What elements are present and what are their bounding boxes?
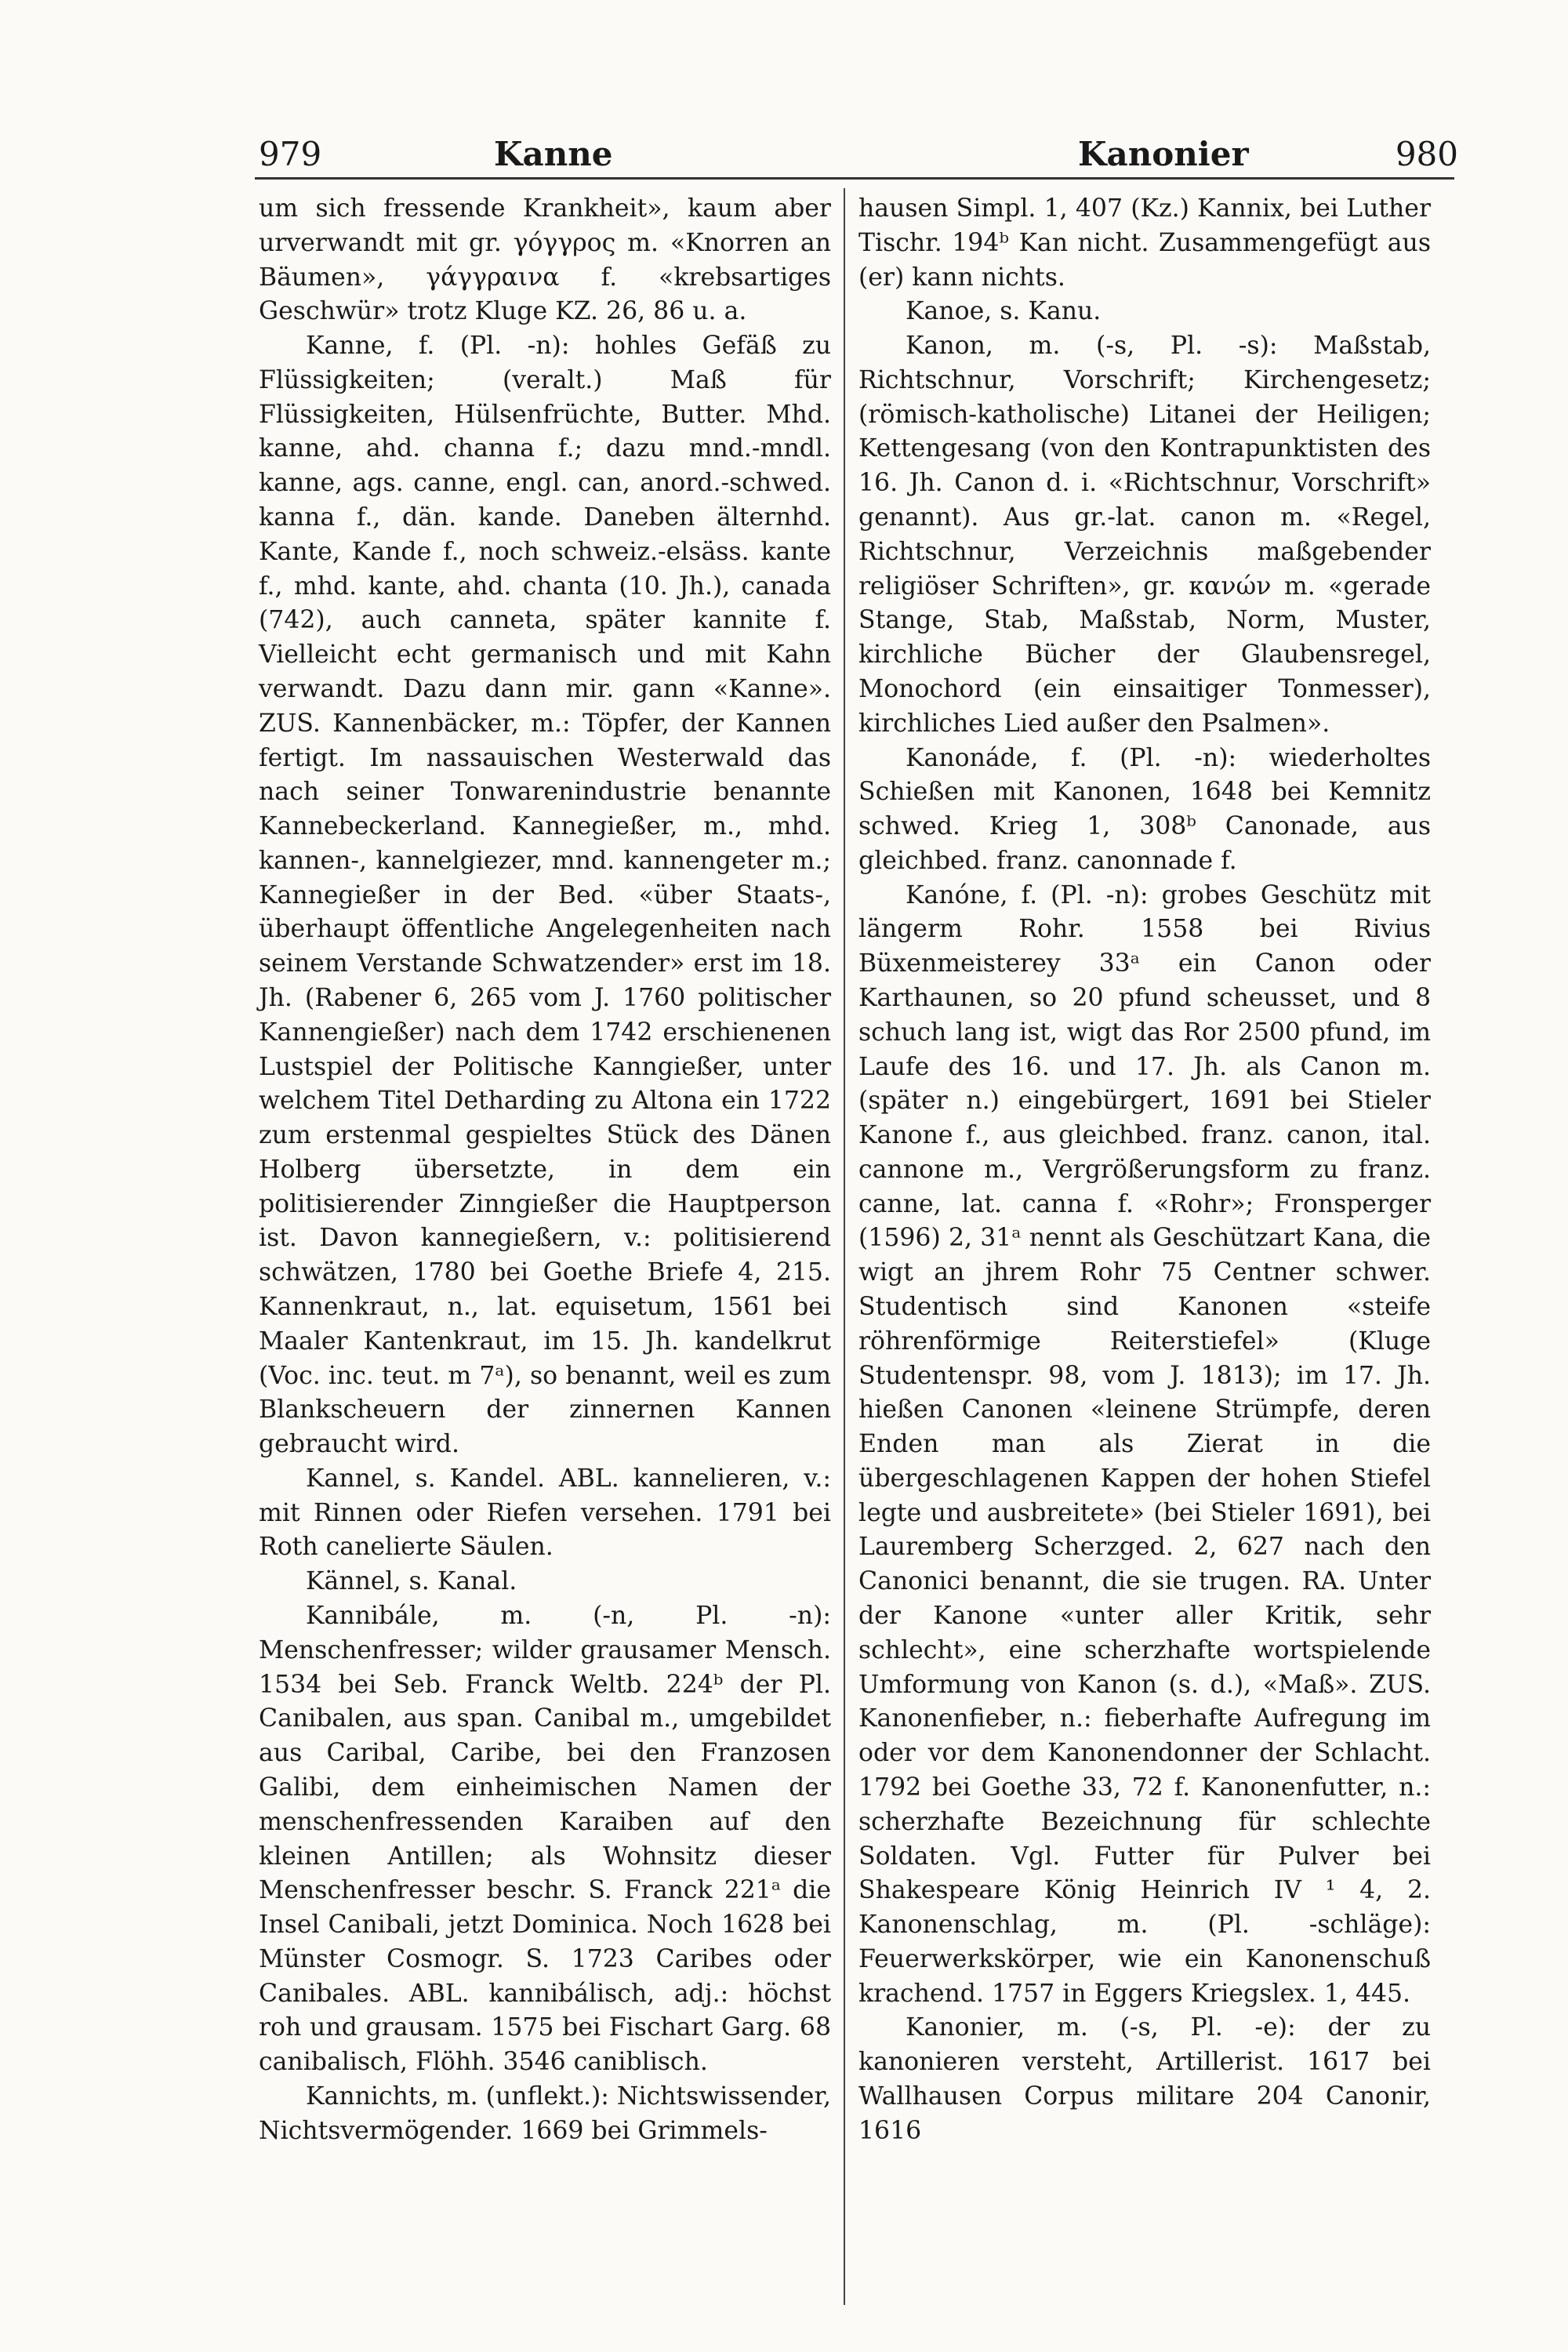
entry-kannel: Kannel, s. Kandel. ABL. kannelieren, v.: mit Rinnen oder Riefen versehen. 1791 bei Roth canelierte Säulen. bbox=[259, 1464, 831, 1562]
catchword-left: Kanne bbox=[494, 135, 613, 173]
header-rule bbox=[255, 177, 1454, 180]
right-column bbox=[858, 192, 1431, 2149]
entry-continuation-right: hausen Simpl. 1, 407 (Kz.) Kannix, bei Luther Tischr. 194ᵇ Kan nicht. Zusammengefügt aus (er) kann nichts. bbox=[858, 194, 1431, 292]
entry-kanone: Kanóne, f. (Pl. -n): grobes Geschütz mit längerm Rohr. 1558 bei Rivius Büxenmeisterey 33ᵃ ein Canon oder Karthaunen, so 20 pfund scheusset, und 8 schuch lang ist, wigt das Ror 2500 pfund, im Laufe des 16. und 17. Jh. als Canon m. (später n.) eingebürgert, 1691 bei Stieler Kanone f., aus gleichbed. franz. canon, ital. cannone m., Vergrößerungsform zu franz. canne, lat. canna f. «Rohr»; Fronsperger (1596) 2, 31ᵃ nennt als Geschützart Kana, die wigt an jhrem Rohr 75 Centner schwer. Studentisch sind Kanonen «steife röhrenförmige Reiterstiefel» (Kluge Studentenspr. 98, vom J. 1813); im 17. Jh. hießen Canonen «leinene Strümpfe, deren Enden man als Zierat in die übergeschlagenen Kappen der hohen Stiefel legte und ausbreitete» (bei Stieler 1691), bei Lauremberg Scherzged. 2, 627 nach den Canonici benannt, die sie trugen. RA. Unter der Kanone «unter aller Kritik, sehr schlecht», eine scherzhafte wortspielende Umformung von Kanon (s. d.), «Maß». ZUS. Kanonenfieber, n.: fieberhafte Aufregung im oder vor dem Kanonendonner der Schlacht. 1792 bei Goethe 33, 72 f. Kanonenfutter, n.: scherzhafte Bezeichnung für schlechte Soldaten. Vgl. Futter für Pulver bei Shakespeare König Heinrich IV ¹ 4, 2. Kanonenschlag, m. (Pl. -schläge): Feuerwerkskörper, wie ein Kanonenschuß krachend. 1757 in Eggers Kriegslex. 1, 445. bbox=[858, 880, 1431, 2008]
entry-kaennel: Kännel, s. Kanal. bbox=[306, 1567, 517, 1596]
left-column bbox=[259, 192, 831, 2149]
catchword-right: Kanonier bbox=[1078, 135, 1249, 173]
entry-kannichts: Kannichts, m. (unflekt.): Nichtswissender, Nichtsvermögender. 1669 bei Grimmels- bbox=[259, 2082, 831, 2145]
page-number-right: 980 bbox=[1395, 135, 1458, 173]
entry-kanon: Kanon, m. (-s, Pl. -s): Maßstab, Richtschnur, Vorschrift; Kirchengesetz; (römisch-katholische) Litanei der Heiligen; Kettengesang (von den Kontrapunktisten des 16. Jh. Canon d. i. «Richtschnur, Vorschrift» genannt). Aus gr.-lat. canon m. «Regel, Richtschnur, Verzeichnis maßgebender religiöser Schriften», gr. κανών m. «gerade Stange, Stab, Maßstab, Norm, Muster, kirchliche Bücher der Glaubensregel, Monochord (ein einsaitiger Tonmesser), kirchliches Lied außer den Psalmen». bbox=[858, 332, 1431, 738]
page-number-left: 979 bbox=[259, 135, 322, 173]
running-header bbox=[235, 135, 1458, 182]
entry-kanonier: Kanonier, m. (-s, Pl. -e): der zu kanonieren versteht, Artillerist. 1617 bei Wallhausen Corpus militare 204 Canonir, 1616 bbox=[858, 2013, 1431, 2145]
entry-kanoe: Kanoe, s. Kanu. bbox=[906, 297, 1102, 326]
entry-kanne: Kanne, f. (Pl. -n): hohles Gefäß zu Flüssigkeiten; (veralt.) Maß für Flüssigkeiten, Hülsenfrüchte, Butter. Mhd. kanne, ahd. channa f.; dazu mnd.-mndl. kanne, ags. canne, engl. can, anord.-schwed. kanna f., dän. kande. Daneben älternhd. Kante, Kande f., noch schweiz.-elsäss. kante f., mhd. kante, ahd. chanta (10. Jh.), canada (742), auch canneta, später kannite f. Vielleicht echt germanisch und mit Kahn verwandt. Dazu dann mir. gann «Kanne». ZUS. Kannenbäcker, m.: Töpfer, der Kannen fertigt. Im nassauischen Westerwald das nach seiner Tonwarenindustrie benannte Kannebeckerland. Kannegießer, m., mhd. kannen-, kannelgiezer, mnd. kannengeter m.; Kannegießer in der Bed. «über Staats-, überhaupt öffentliche Angelegenheiten nach seinem Verstande Schwatzender» erst im 18. Jh. (Rabener 6, 265 vom J. 1760 politischer Kannengießer) nach dem 1742 erschienenen Lustspiel der Politische Kanngießer, unter welchem Titel Detharding zu Altona ein 1722 zum erstenmal gespieltes Stück des Dänen Holberg übersetzte, in dem ein politisierender Zinngießer die Hauptperson ist. Davon kannegießern, v.: politisierend schwätzen, 1780 bei Goethe Briefe 4, 215. Kannenkraut, n., lat. equisetum, 1561 bei Maaler Kantenkraut, im 15. Jh. kandelkrut (Voc. inc. teut. m 7ᵃ), so benannt, weil es zum Blankscheuern der zinnernen Kannen gebraucht wird. bbox=[259, 332, 831, 1459]
entry-continuation: um sich fressende Krankheit», kaum aber urverwandt mit gr. γόγγρος m. «Knorren an Bäumen», γάγγραινα f. «krebsartiges Geschwür» trotz Kluge KZ. 26, 86 u. a. bbox=[259, 194, 831, 326]
entry-kannibale: Kannibále, m. (-n, Pl. -n): Menschenfresser; wilder grausamer Mensch. 1534 bei Seb. Franck Weltb. 224ᵇ der Pl. Canibalen, aus span. Canibal m., umgebildet aus Caribal, Caribe, bei den Franzosen Galibi, dem einheimischen Namen der menschenfressenden Karaiben auf den kleinen Antillen; als Wohnsitz dieser Menschenfresser beschr. S. Franck 221ᵃ die Insel Canibali, jetzt Dominica. Noch 1628 bei Münster Cosmogr. S. 1723 Caribes oder Canibales. ABL. kannibálisch, adj.: höchst roh und grausam. 1575 bei Fischart Garg. 68 canibalisch, Flöhh. 3546 caniblisch. bbox=[259, 1602, 831, 2077]
entry-kanonade: Kanonáde, f. (Pl. -n): wiederholtes Schießen mit Kanonen, 1648 bei Kemnitz schwed. Krieg 1, 308ᵇ Canonade, aus gleichbed. franz. canonnade f. bbox=[858, 743, 1431, 875]
column-divider bbox=[844, 188, 845, 2305]
